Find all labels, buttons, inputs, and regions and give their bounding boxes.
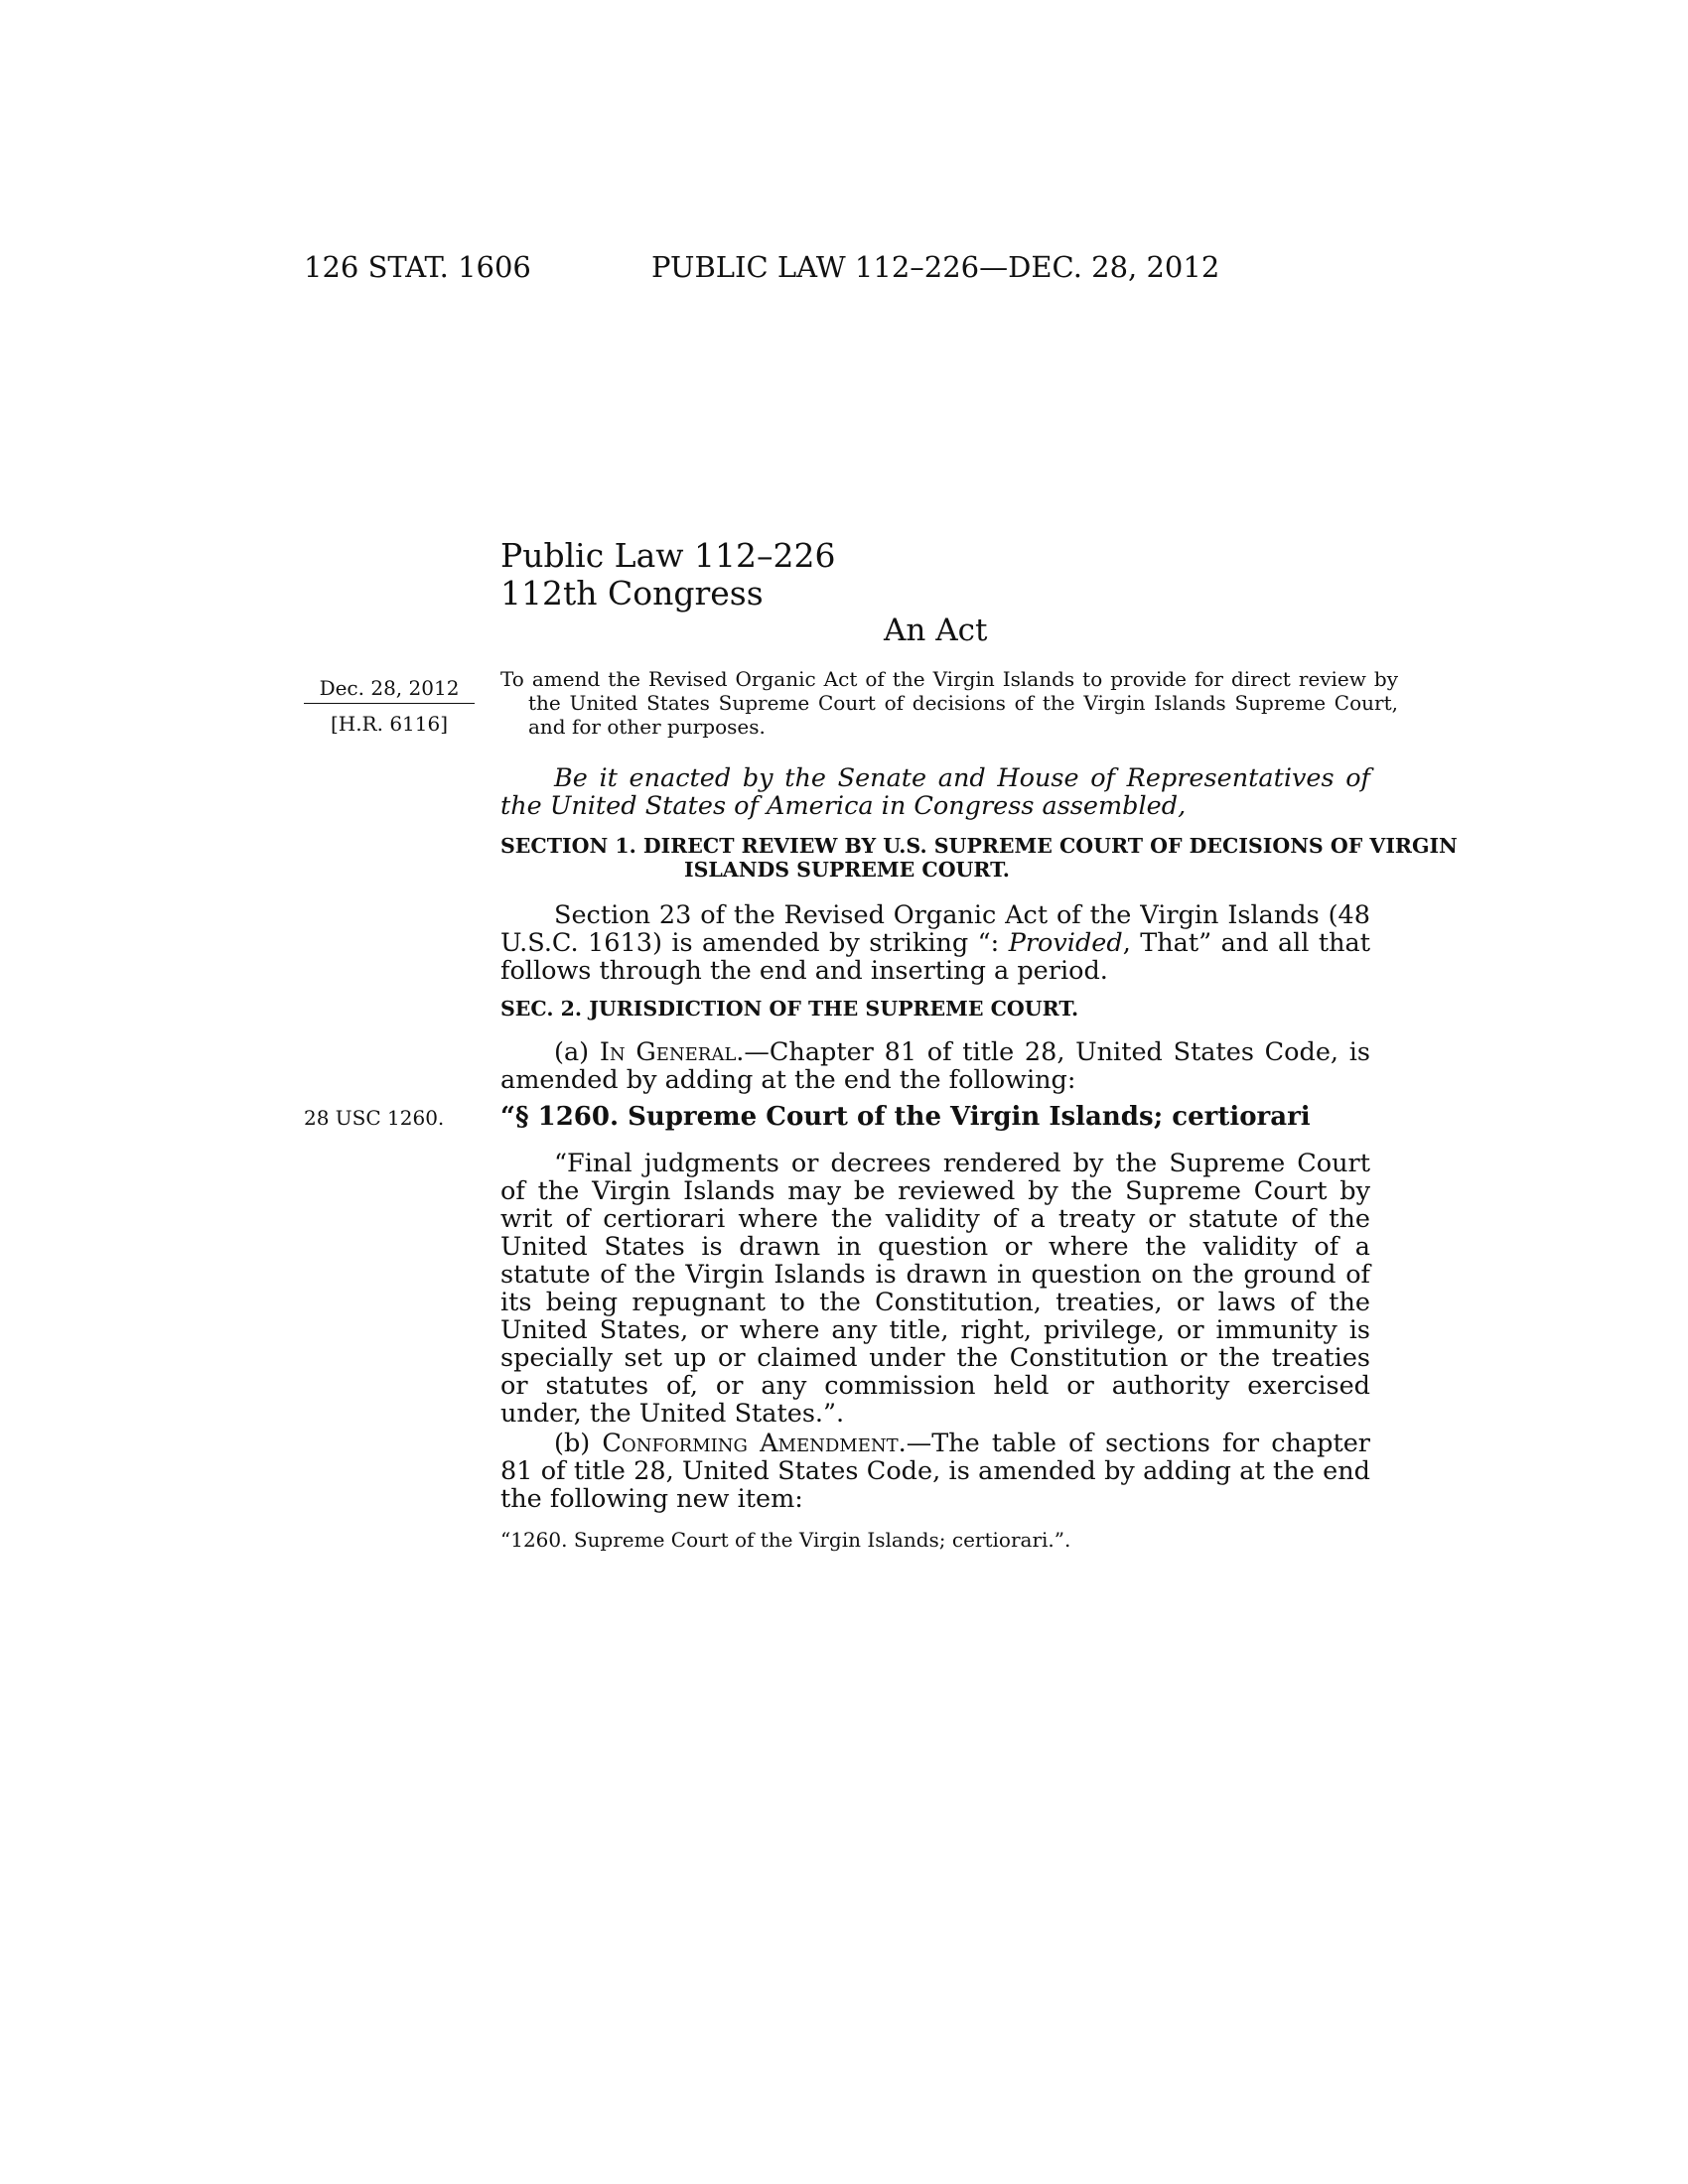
subsection-a-text: .—Chapter 81 of title 28, United States Code, is amended by adding at the end the following: xyxy=(500,1037,1370,1095)
section-1-italic-term: Provided xyxy=(1008,928,1123,958)
section-1-text-start: Section 23 of the Revised Organic Act of the Virgin Islands (48 U.S.C. 1613) is amended by striking “: xyxy=(500,900,1370,958)
subsection-b-caption: Conforming Amendment xyxy=(602,1429,899,1458)
subsection-a xyxy=(500,1038,1370,1094)
running-header: PUBLIC LAW 112–226—DEC. 28, 2012 xyxy=(651,250,1220,284)
subsection-b xyxy=(500,1430,1370,1513)
margin-bill-number: [H.R. 6116] xyxy=(330,712,449,736)
act-purpose: To amend the Revised Organic Act of the Virgin Islands to provide for direct review by the United States Supreme Court of decisions of the Virgin Islands Supreme Court, and for other purposes. xyxy=(500,667,1398,739)
margin-date-note: Dec. 28, 2012 xyxy=(304,676,475,704)
section-1-heading: SECTION 1. DIRECT REVIEW BY U.S. SUPREME COURT OF DECISIONS OF VIRGIN ISLANDS SUPREME COURT. xyxy=(500,834,1458,882)
section-1-body xyxy=(500,901,1370,985)
margin-usc-citation: 28 USC 1260. xyxy=(304,1106,445,1130)
subsection-b-designation: (b) xyxy=(554,1429,603,1458)
section-2-heading: SEC. 2. JURISDICTION OF THE SUPREME COURT. xyxy=(500,997,1079,1021)
section-1-text-end: , That” and all that follows through the end and inserting a period. xyxy=(500,928,1371,986)
an-act-heading: An Act xyxy=(884,613,988,648)
enacting-clause: Be it enacted by the Senate and House of Representatives of the United States of America in Congress assembled, xyxy=(500,763,1370,821)
congress-label: 112th Congress xyxy=(500,574,764,613)
public-law-title: Public Law 112–226 xyxy=(500,536,836,575)
subsection-a-caption: In General xyxy=(599,1037,737,1067)
section-1260-heading: “§ 1260. Supreme Court of the Virgin Islands; certiorari xyxy=(500,1102,1311,1132)
section-1260-text: “Final judgments or decrees rendered by the Supreme Court of the Virgin Islands may be reviewed by the Supreme Court by writ of certiorari where the validity of a treaty or statute of the United States is drawn in question or where the validity of a statute of the Virgin Islands is drawn in question on the ground of its being repugnant to the Constitution, treaties, or laws of the United States, or where any title, right, privilege, or immunity is specially set up or claimed under the Constitution or the treaties or statutes of, or any commission held or authority exercised under, the United States.”. xyxy=(500,1149,1370,1429)
table-of-sections-item: “1260. Supreme Court of the Virgin Islands; certiorari.”. xyxy=(500,1528,1071,1552)
subsection-a-designation: (a) xyxy=(554,1037,600,1067)
subsection-b-text: .—The table of sections for chapter 81 of title 28, United States Code, is amended by adding at the end the following new item: xyxy=(500,1429,1370,1514)
stat-page-number: 126 STAT. 1606 xyxy=(304,250,531,284)
